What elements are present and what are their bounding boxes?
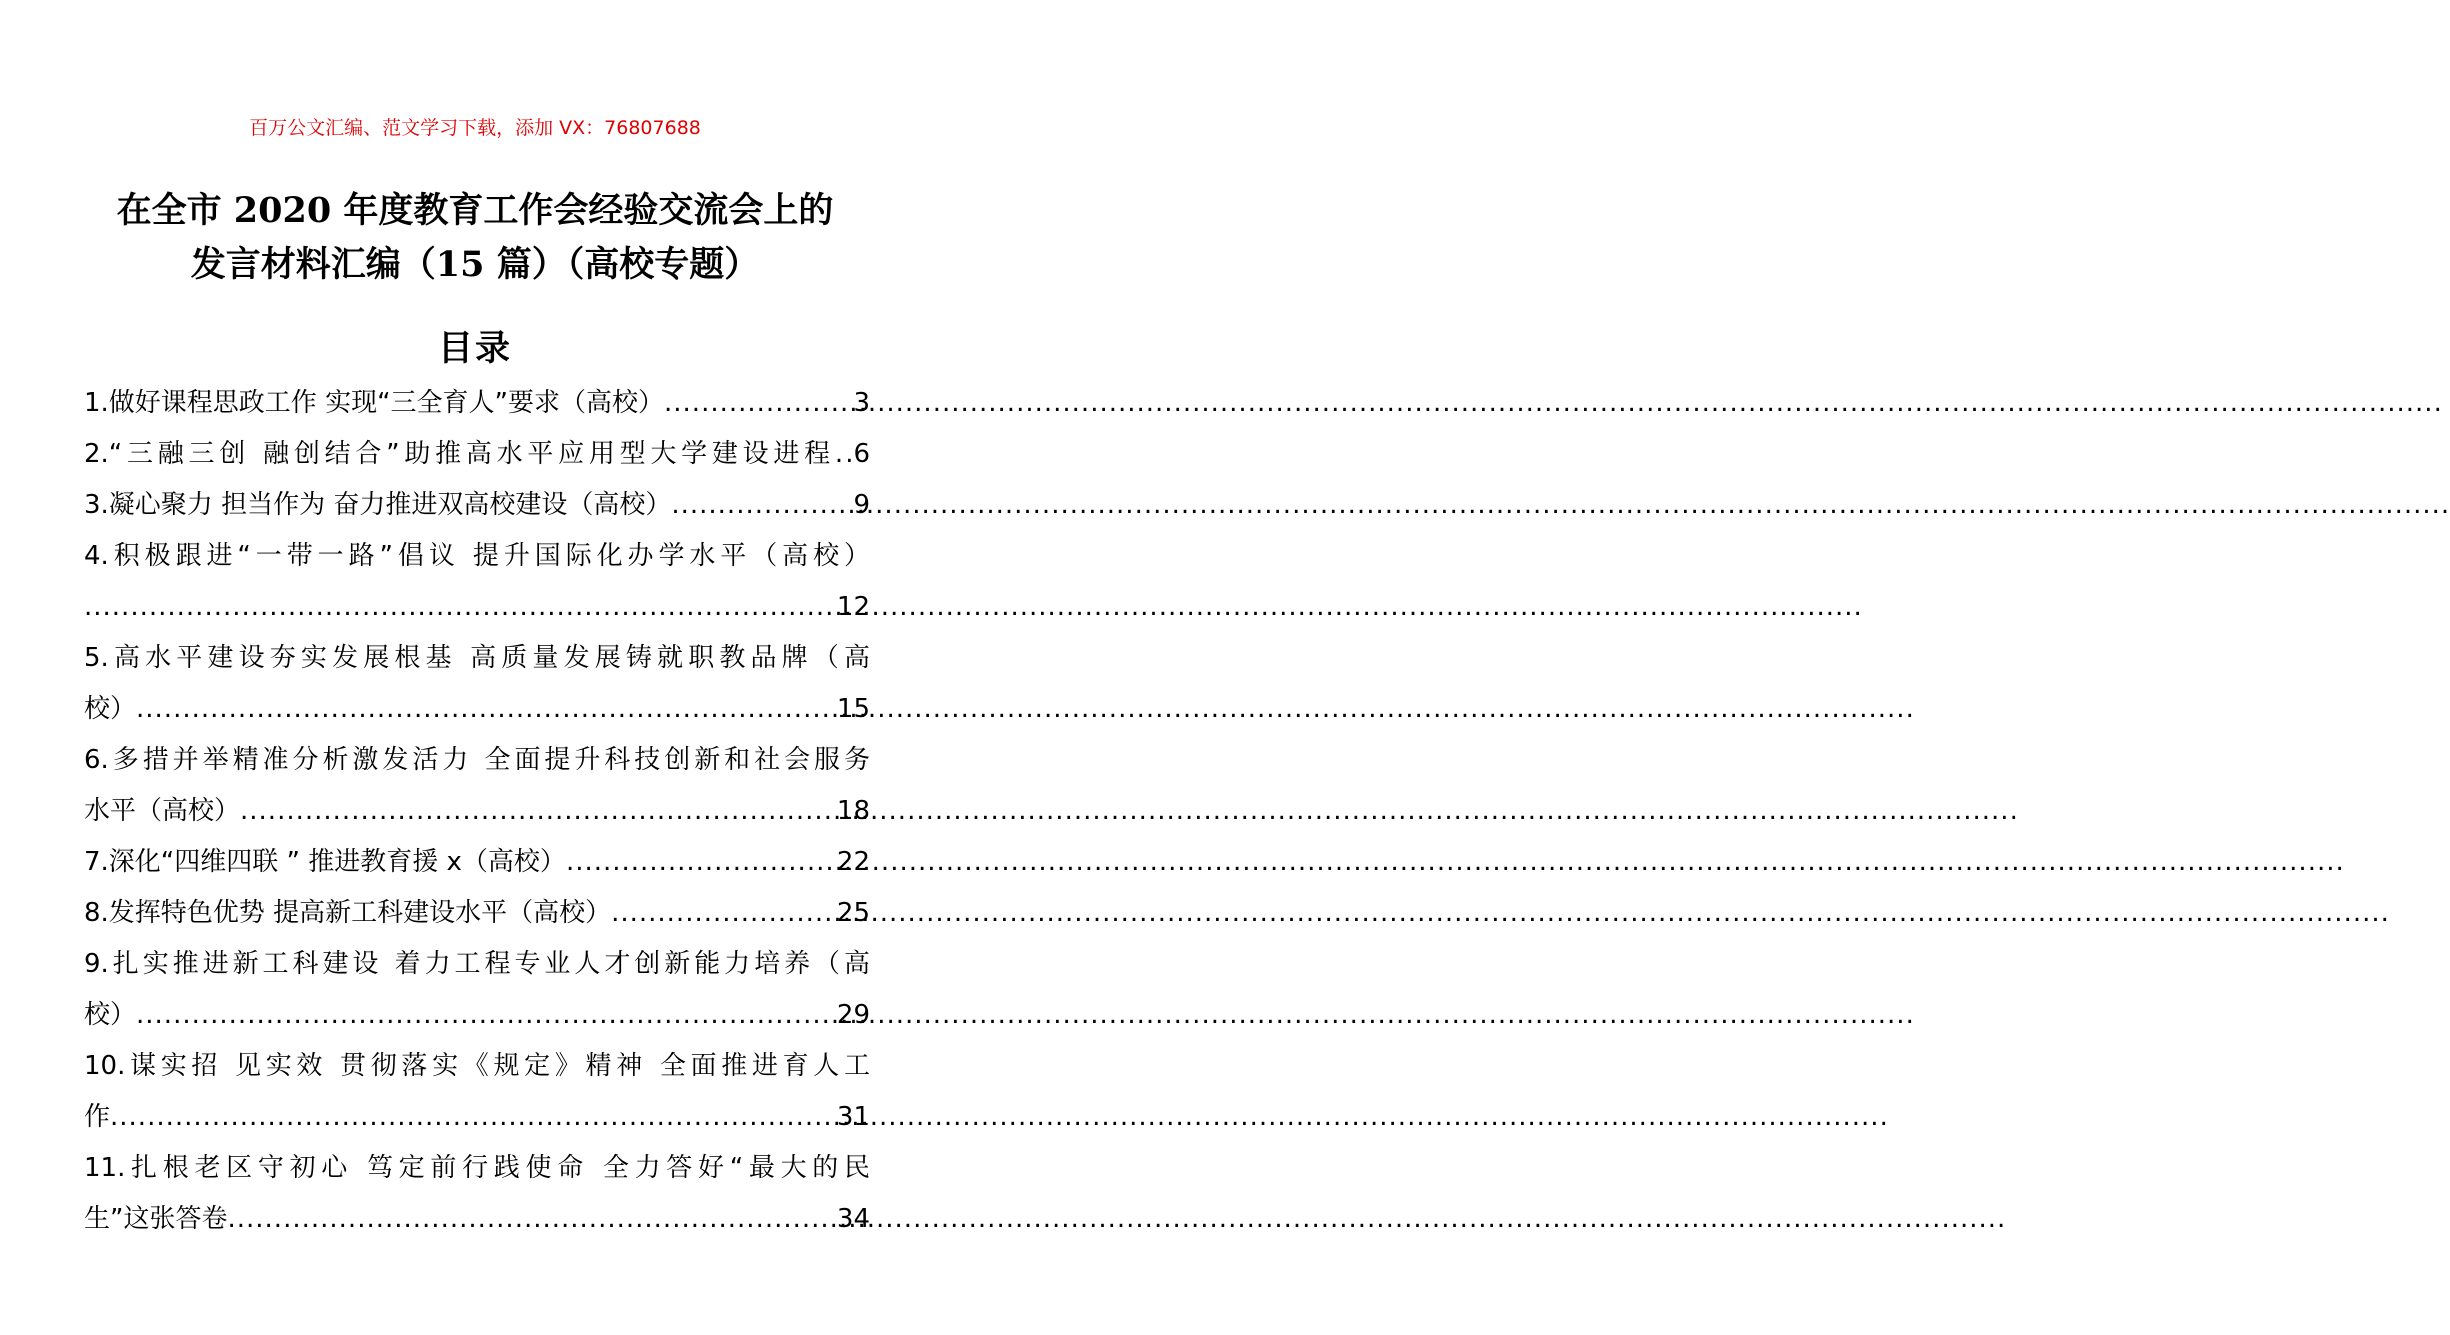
toc-entry-title-cont: 作	[84, 1102, 111, 1132]
dot-leader	[227, 1194, 834, 1245]
toc-heading: 目录	[437, 329, 512, 369]
toc-entry-title: 2.“三融三创 融创结合”助推高水平应用型大学建设进程.	[84, 439, 844, 469]
toc-entry[interactable]	[84, 633, 870, 684]
toc-entry[interactable]	[84, 837, 870, 888]
toc-page-number: 3	[853, 388, 870, 418]
toc-page-number: 12	[836, 592, 870, 622]
toc-entry-title-cont: 校）	[84, 1000, 137, 1030]
toc-page-number: 29	[836, 1000, 870, 1030]
toc-entry-continuation[interactable]	[84, 1092, 870, 1143]
toc-page-number: 34	[836, 1204, 870, 1234]
toc-entry[interactable]	[84, 939, 870, 990]
toc-entry[interactable]	[84, 735, 870, 786]
dot-leader	[136, 684, 835, 735]
toc-entry-continuation[interactable]	[84, 990, 870, 1041]
toc-entry[interactable]	[84, 888, 870, 939]
toc-entry-title: 6.多措并举精准分析激发活力 全面提升科技创新和社会服务	[84, 745, 870, 775]
toc-entry[interactable]	[84, 531, 870, 582]
dot-leader	[110, 1092, 835, 1143]
dot-leader	[136, 990, 835, 1041]
toc-entry-title-cont: 水平（高校）	[84, 796, 241, 826]
toc-page-number: 18	[836, 796, 870, 826]
toc-entry-title: 11.扎根老区守初心 笃定前行践使命 全力答好“最大的民	[84, 1153, 870, 1183]
toc-entry-title-cont: 生”这张答卷	[84, 1204, 228, 1234]
toc-entry-title: 8.发挥特色优势 提高新工科建设水平（高校）	[84, 898, 612, 928]
toc-entry-title-cont: 校）	[84, 694, 137, 724]
dot-leader	[664, 378, 851, 429]
toc-entry[interactable]	[84, 1041, 870, 1092]
toc-entry[interactable]	[84, 1143, 870, 1194]
toc-entry[interactable]	[84, 429, 870, 480]
document-page	[0, 0, 950, 1335]
toc-page-number: .6	[845, 439, 870, 469]
title-line-1: 在全市 2020 年度教育工作会经验交流会上的	[116, 190, 834, 231]
toc-page-number: 22	[836, 847, 870, 877]
toc-entry-title: 7.深化“四维四联 ” 推进教育援 x（高校）	[84, 847, 566, 877]
dot-leader	[671, 480, 851, 531]
document-title	[60, 184, 890, 292]
toc-entry-title: 1.做好课程思政工作 实现“三全育人”要求（高校）	[84, 388, 665, 418]
toc-entry-title: 5.高水平建设夯实发展根基 高质量发展铸就职教品牌（高	[84, 643, 870, 673]
dot-leader	[611, 888, 835, 939]
toc-page-number: 15	[836, 694, 870, 724]
toc-entry[interactable]	[84, 378, 870, 429]
toc-entry-continuation[interactable]	[84, 582, 870, 633]
toc-page-number: 31	[836, 1102, 870, 1132]
toc-entry-title: 9.扎实推进新工科建设 着力工程专业人才创新能力培养（高	[84, 949, 870, 979]
header-promo-note: 百万公文汇编、范文学习下载，添加 VX：76807688	[249, 117, 701, 139]
toc-page-number: 25	[836, 898, 870, 928]
toc-entry-continuation[interactable]	[84, 684, 870, 735]
toc-entry-title: 10.谋实招 见实效 贯彻落实《规定》精神 全面推进育人工	[84, 1051, 870, 1081]
toc-entry-continuation[interactable]	[84, 1194, 870, 1245]
toc-entry[interactable]	[84, 480, 870, 531]
toc-entry-title: 3.凝心聚力 担当作为 奋力推进双高校建设（高校）	[84, 490, 672, 520]
table-of-contents	[84, 378, 870, 1245]
dot-leader	[566, 837, 835, 888]
dot-leader	[84, 582, 835, 633]
toc-entry-title: 4.积极跟进“一带一路”倡议 提升国际化办学水平（高校）	[84, 541, 870, 571]
title-line-2: 发言材料汇编（15 篇）（高校专题）	[190, 244, 760, 285]
toc-page-number: 9	[853, 490, 870, 520]
toc-entry-continuation[interactable]	[84, 786, 870, 837]
dot-leader	[240, 786, 835, 837]
